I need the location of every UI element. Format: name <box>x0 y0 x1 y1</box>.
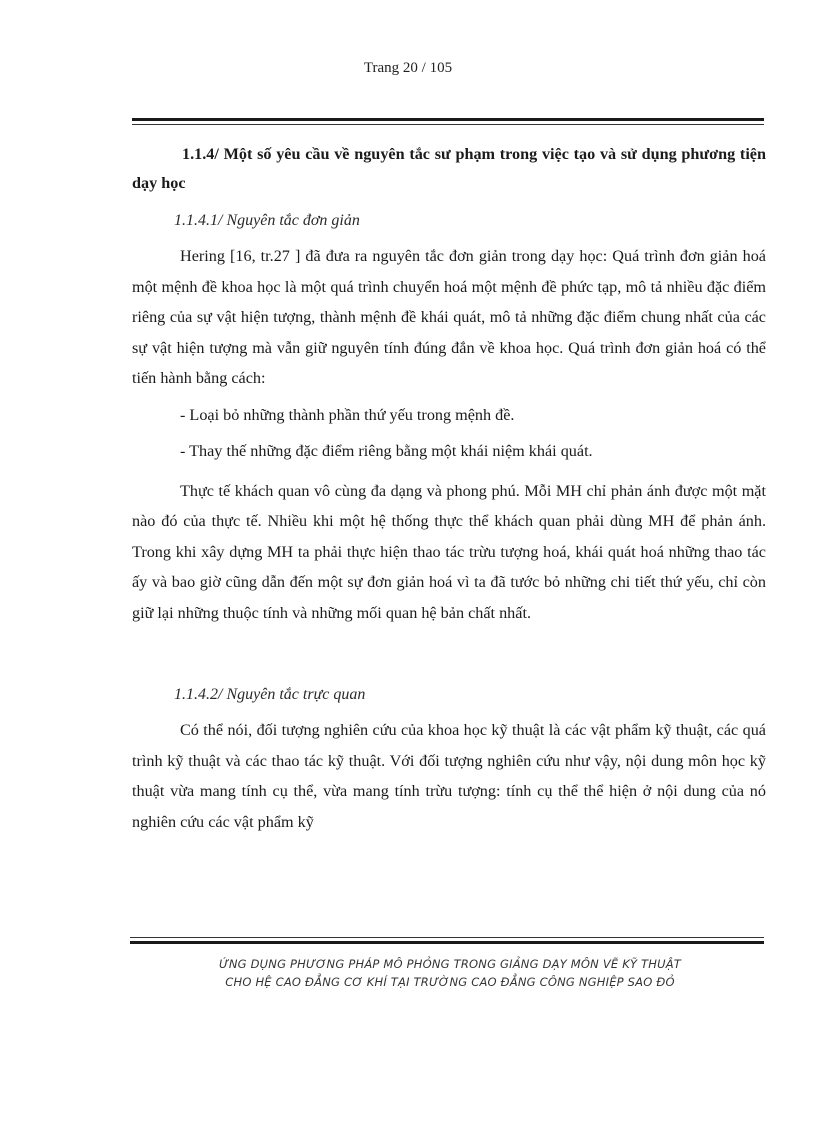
bullet-item: - Thay thế những đặc điểm riêng bằng một khái niệm khái quát. <box>180 441 593 460</box>
footer-line-2: CHO HỆ CAO ĐẲNG CƠ KHÍ TẠI TRƯỜNG CAO ĐẲNG CÔNG NGHIỆP SAO ĐỎ <box>225 975 675 989</box>
header-rule <box>132 118 764 121</box>
paragraph-research-object: Có thể nói, đối tượng nghiên cứu của khoa học kỹ thuật là các vật phẩm kỹ thuật, các quá trình kỹ thuật và các thao tác kỹ thuật. Với đối tượng nghiên cứu như vậy, nội dung môn học kỹ thuật vừa mang tính cụ thể, vừa mang tính trừu tượng: tính cụ thể thể hiện ở nội dung của nó nghiên cứu các vật phẩm kỹ <box>132 721 766 831</box>
header-rule-thin <box>132 124 764 125</box>
footer-rule <box>130 941 764 944</box>
subsection-title-visual: 1.1.4.2/ Nguyên tắc trực quan <box>174 686 366 703</box>
footer-line-1: ỨNG DỤNG PHƯƠNG PHÁP MÔ PHỎNG TRONG GIẢNG DẠY MÔN VẼ KỸ THUẬT <box>218 957 682 971</box>
footer-rule-thin <box>130 937 764 938</box>
subsection-title-simplicity: 1.1.4.1/ Nguyên tắc đơn giản <box>174 212 360 229</box>
section-heading: 1.1.4/ Một số yêu cầu về nguyên tắc sư phạm trong việc tạo và sử dụng phương tiện dạy học <box>132 145 766 192</box>
paragraph-reality: Thực tế khách quan vô cùng đa dạng và phong phú. Mỗi MH chỉ phản ánh được một mặt nào đó của thực tế. Nhiều khi một hệ thống thực thể khách quan phải dùng MH để phản ánh. Trong khi xây dựng MH ta phải thực hiện thao tác trừu tượng hoá, khái quát hoá những thao tác ấy và bao giờ cũng dẫn đến một sự đơn giản hoá vì ta đã tước bỏ những chi tiết thứ yếu, chỉ còn giữ lại những thuộc tính và những mối quan hệ bản chất nhất. <box>132 481 766 622</box>
footer-title <box>150 955 750 991</box>
page-content <box>132 140 766 837</box>
paragraph-hering: Hering [16, tr.27 ] đã đưa ra nguyên tắc đơn giản trong dạy học: Quá trình đơn giản hoá một mệnh đề khoa học là một quá trình chuyển hoá một mệnh đề phức tạp, mô tả nhiều đặc điểm riêng của sự vật hiện tượng, thành mệnh đề khái quát, mô tả những đặc điểm chung nhất của các sự vật hiện tượng mà vẫn giữ nguyên tính đúng đắn về khoa học. Quá trình đơn giản hoá có thể tiến hành bằng cách: <box>132 247 766 387</box>
bullet-item: - Loại bỏ những thành phần thứ yếu trong mệnh đề. <box>180 405 515 424</box>
page-number: Trang 20 / 105 <box>363 60 453 76</box>
